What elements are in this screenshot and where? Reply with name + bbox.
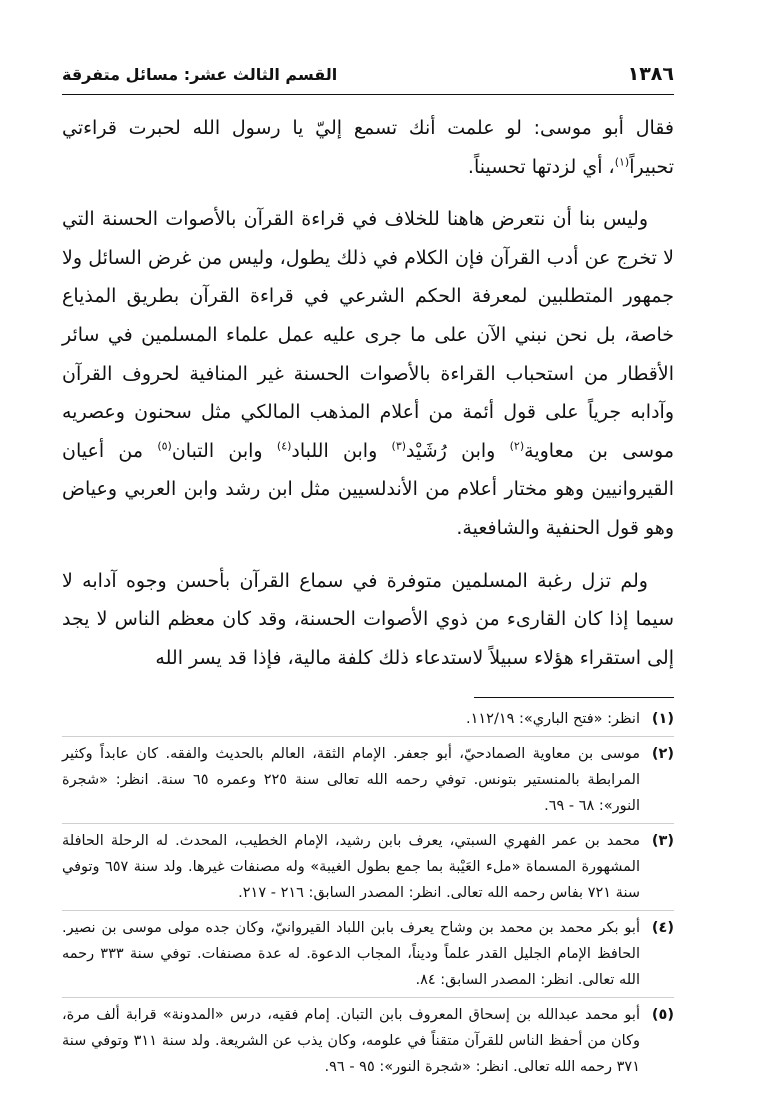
footnote-1 [62,706,674,737]
footnote-number: (٤) [651,920,674,937]
paragraph-1: فقال أبو موسى: لو علمت أنك تسمع إليّ يا رسول الله لحبرت قراءتي تحبيراً$^{(١)}$، أي لزدتها تحسيناً. [62,117,674,178]
paragraph-2: وليس بنا أن نتعرض هاهنا للخلاف في قراءة القرآن بالأصوات الحسنة التي لا تخرج عن أدب القرآن فإن الكلام في ذلك يطول، وليس من غرض السائل ولا جمهور المتطلبين لمعرفة الحكم الشرعي في قراءة القرآن بطريق المذياع خاصة، بل نحن نبني الآن على ما جرى عليه عمل علماء المسلمين في سائر الأقطار من استحباب القراءة بالأصوات الحسنة غير المنافية لحروف القرآن وآدابه جرياً على قول أئمة من أعلام المذهب المالكي مثل سحنون وعصريه موسى بن معاوية$^{(٢)}$ وابن رُشَيْد$^{(٣)}$ وابن اللباد$^{(٤)}$ وابن التبان$^{(٥)}$ من أعيان القيروانيين وهو مختار أعلام من الأندلسيين مثل ابن رشد وابن العربي وعياض وهو قول الحنفية والشافعية. [62,208,674,539]
footnote-ref-4[interactable]: (٤) [276,439,292,453]
footnote-text: أبو بكر محمد بن محمد بن وشاح يعرف بابن اللباد القيروانيّ، وكان جده مولى موسى بن نصير. الحافظ الإمام الجليل القدر علماً وديناً، المجاب الدعوة. له عدة مصنفات. توفي سنة ٣٣٣ رحمه الله تعالى. انظر: المصدر السابق: ٨٤. [62,920,641,989]
footnote-number: (٥) [651,1007,674,1024]
footnote-number: (١) [651,711,674,728]
footnote-text: موسى بن معاوية الصمادحيّ، أبو جعفر. الإمام الثقة، العالم بالحديث والفقه. كان عابداً وكثير المرابطة بالمنستير بتونس. توفي رحمه الله تعالى سنة ٢٢٥ وعمره ٦٥ سنة. انظر: «شجرة النور»: ٦٨ - ٦٩. [62,746,640,815]
footnotes [62,706,674,1084]
paragraph-3: ولم تزل رغبة المسلمين متوفرة في سماع القرآن بأحسن وجوه آدابه لا سيما إذا كان القارىء من ذوي الأصوات الحسنة، وقد كان معظم الناس لا يجد إلى استقراء هؤلاء سبيلاً لاستدعاء ذلك كلفة مالية، فإذا قد يسر الله [62,569,674,669]
footnote-text: انظر: «فتح الباري»: ١١٢/١٩. [466,711,640,728]
section-title: القسم الثالث عشر: مسائل متفرقة [62,64,338,84]
footnote-4 [62,915,674,998]
footnote-5 [62,1002,674,1084]
footnote-ref-1[interactable]: (١) [614,155,630,169]
footnote-number: (٣) [651,833,674,850]
page-number: ١٣٨٦ [627,63,674,85]
footnote-ref-5[interactable]: (٥) [157,439,172,453]
footnote-ref-3[interactable]: (٣) [391,439,407,453]
main-text [62,109,674,677]
footnote-text: أبو محمد عبدالله بن إسحاق المعروف بابن التبان. إمام فقيه، درس «المدونة» قرابة ألف مرة، وكان من أحفظ الناس للقرآن متقناً في علومه، وكان يذب عن الشريعة. ولد سنة ٣١١ وتوفي سنة ٣٧١ رحمه الله تعالى. انظر: «شجرة النور»: ٩٥ - ٩٦. [62,1007,640,1076]
footnote-text: محمد بن عمر الفهري السبتي، يعرف بابن رشيد، الإمام الخطيب، المحدث. له الرحلة الحافلة المشهورة المسماة «ملء العَيْبة بما جمع بطول الغيبة» وله مصنفات غيرها. ولد سنة ٦٥٧ وتوفي سنة ٧٢١ بفاس رحمه الله تعالى. انظر: المصدر السابق: ٢١٦ - ٢١٧. [62,833,641,902]
footnote-number: (٢) [651,746,674,763]
footnote-2 [62,741,674,824]
footnote-3 [62,828,674,911]
footnote-ref-2[interactable]: (٢) [509,439,525,453]
book-page [62,58,674,1088]
footnote-divider [474,697,674,698]
running-header [62,58,674,95]
